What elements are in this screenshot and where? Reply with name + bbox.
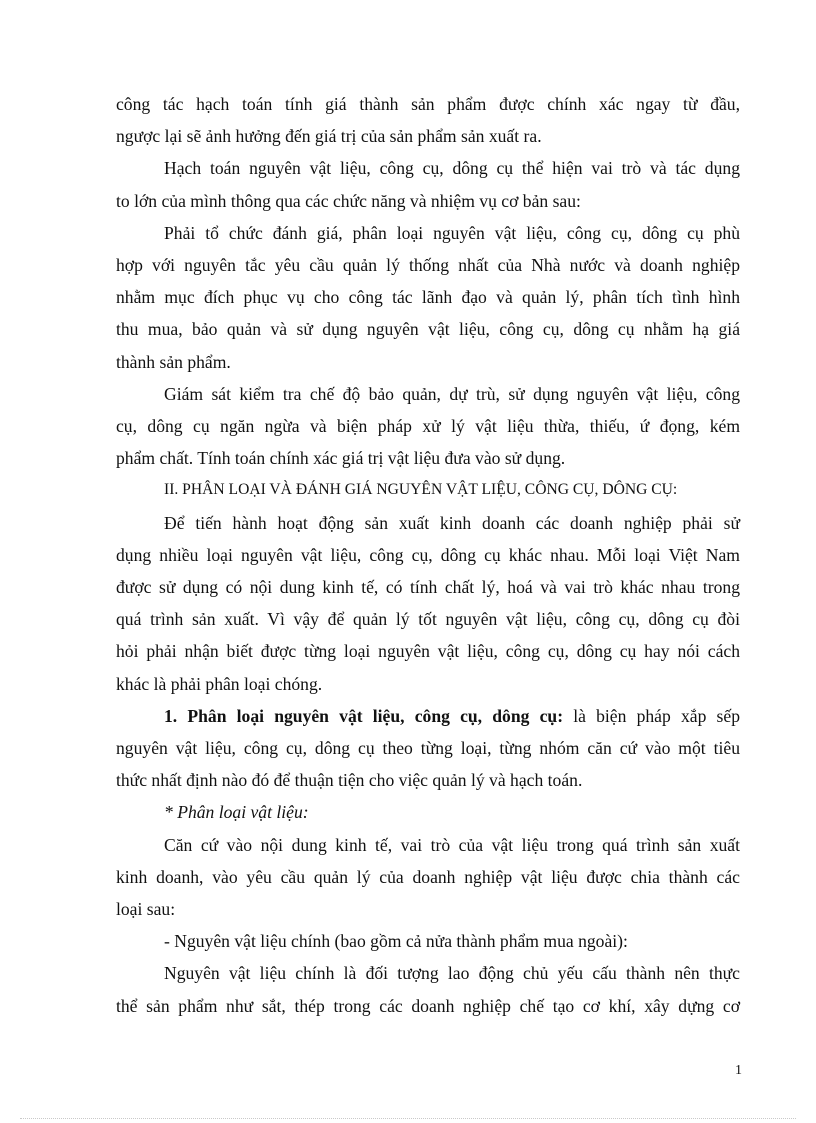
text-line: to lớn của mình thông qua các chức năng và nhiệm vụ cơ bản sau: [116, 190, 581, 211]
page-bottom-rule [20, 1118, 796, 1119]
section-heading: II. PHÂN LOẠI VÀ ĐÁNH GIÁ NGUYÊN VẬT LIỆU, CÔNG CỤ, DÔNG CỤ: [164, 481, 678, 499]
text-line: Để tiến hành hoạt động sản xuất kinh doanh các doanh nghiệp phải sử [164, 512, 740, 533]
paragraph-organize [116, 217, 740, 378]
text-line: kinh doanh, vào yêu cầu quản lý của doanh nghiệp vật liệu được chia thành các [116, 866, 740, 887]
text-line: ngược lại sẽ ảnh hưởng đến giá trị của sản phẩm sản xuất ra. [116, 126, 542, 147]
text-line: cụ, dông cụ ngăn ngừa và biện pháp xử lý vật liệu thừa, thiếu, ứ đọng, kém [116, 416, 740, 437]
text-line: nhằm mục đích phục vụ cho công tác lãnh đạo và quản lý, phân tích tình hình [116, 287, 740, 308]
text-line: Hạch toán nguyên vật liệu, công cụ, dông cụ thể hiện vai trò và tác dụng [164, 158, 740, 179]
text-line: Căn cứ vào nội dung kinh tế, vai trò của vật liệu trong quá trình sản xuất [164, 834, 740, 855]
text-fragment: là biện pháp xắp sếp [563, 705, 740, 726]
text-line: được sử dụng có nội dung kinh tế, có tính chất lý, hoá và vai trò khác nhau trong [116, 577, 740, 598]
text-line: thành sản phẩm. [116, 351, 231, 372]
paragraph-role [116, 152, 740, 216]
text-line [116, 700, 740, 732]
text-line: Phải tổ chức đánh giá, phân loại nguyên vật liệu, công cụ, dông cụ phù [164, 222, 740, 243]
text-line: thể sản phẩm như sắt, thép trong các doanh nghiệp chế tạo cơ khí, xây dựng cơ [116, 995, 740, 1016]
text-line: công tác hạch toán tính giá thành sản phẩm được chính xác ngay từ đầu, [116, 94, 740, 114]
text-line: hợp với nguyên tắc yêu cầu quản lý thống nhất của Nhà nước và doanh nghiệp [116, 255, 740, 276]
page-number: 1 [735, 1063, 742, 1078]
paragraph-supervise [116, 378, 740, 475]
paragraph-classification-def [116, 700, 740, 797]
text-line: khác là phải phân loại chóng. [116, 673, 323, 694]
document-body [116, 88, 740, 1022]
list-item-main-material: - Nguyên vật liệu chính (bao gồm cả nửa thành phẩm mua ngoài): [164, 931, 628, 952]
text-line: quá trình sản xuất. Vì vậy để quản lý tốt nguyên vật liệu, công cụ, dông cụ đòi [116, 609, 740, 630]
paragraph-classification-intro [116, 507, 740, 700]
subsection-title: 1. Phân loại nguyên vật liệu, công cụ, dông cụ: [164, 705, 564, 726]
text-line: thức nhất định nào đó để thuận tiện cho việc quản lý và hạch toán. [116, 770, 583, 791]
paragraph-basis [116, 829, 740, 926]
text-line: loại sau: [116, 899, 176, 920]
paragraph-main-material [116, 957, 740, 1021]
text-line: hỏi phải nhận biết được từng loại nguyên vật liệu, công cụ, dông cụ hay nói cách [116, 641, 740, 662]
text-line: nguyên vật liệu, công cụ, dông cụ theo từng loại, từng nhóm căn cứ vào một tiêu [116, 738, 740, 759]
text-line: Giám sát kiểm tra chế độ bảo quản, dự trù, sử dụng nguyên vật liệu, công [164, 383, 740, 404]
paragraph-continuation [116, 88, 740, 152]
text-line: phẩm chất. Tính toán chính xác giá trị vật liệu đưa vào sử dụng. [116, 448, 566, 469]
text-line: dụng nhiều loại nguyên vật liệu, công cụ, dông cụ khác nhau. Mỗi loại Việt Nam [116, 544, 740, 565]
text-line: thu mua, bảo quản và sử dụng nguyên vật liệu, công cụ, dông cụ nhằm hạ giá [116, 319, 740, 340]
subheading-material-types: * Phân loại vật liệu: [164, 802, 309, 823]
text-line: Nguyên vật liệu chính là đối tượng lao động chủ yếu cấu thành nên thực [164, 963, 740, 984]
